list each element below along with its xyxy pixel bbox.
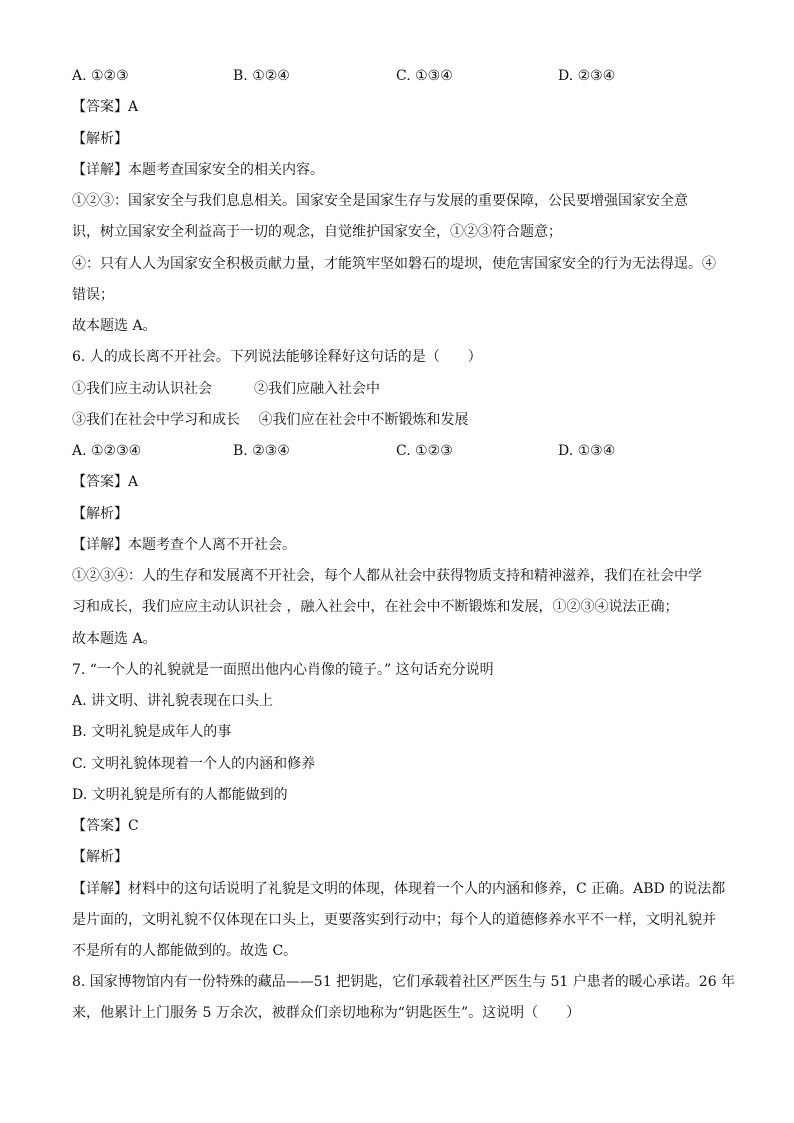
q6-explanation-line: 习和成长，我们应应主动认识社会 ，融入社会中，在社会中不断锻炼和发展，①②③④说法正确； xyxy=(72,599,679,615)
q5-option-d: D. ②③④ xyxy=(558,68,616,84)
q6-stem: 6. 人的成长离不开社会。下列说法能够诠释好这句话的是（ ） xyxy=(72,349,482,365)
q6-explanation-line: ①②③④：人的生存和发展离不开社会，每个人都从社会中获得物质支持和精神滋养，我们在社会中学 xyxy=(72,568,702,584)
q6-option-a: A. ①②③④ xyxy=(72,443,142,459)
q5-conclusion: 故本题选 A。 xyxy=(72,318,157,334)
q5-answer: 【答案】A xyxy=(72,99,139,115)
q6-conclusion: 故本题选 A。 xyxy=(72,631,157,647)
q5-explanation-line: ④：只有人人为国家安全积极贡献力量，才能筑牢坚如磐石的堤坝，使危害国家安全的行为无法得逞。④ xyxy=(72,256,716,272)
q6-statement-line: ③我们在社会中学习和成长 ④我们应在社会中不断锻炼和发展 xyxy=(72,412,469,428)
q7-option-d: D. 文明礼貌是所有的人都能做到的 xyxy=(72,787,288,803)
q6-detail-heading: 【详解】本题考查个人离不开社会。 xyxy=(72,537,296,553)
q7-explanation-line: 【详解】材料中的这句话说明了礼貌是文明的体现，体现着一个人的内涵和修养，C 正确。ABD 的说法都 xyxy=(72,881,726,897)
q7-option-b: B. 文明礼貌是成年人的事 xyxy=(72,724,232,740)
q5-option-b: B. ①②④ xyxy=(233,68,290,84)
q5-detail-heading: 【详解】本题考查国家安全的相关内容。 xyxy=(72,162,324,178)
q6-statement-line: ①我们应主动认识社会 ②我们应融入社会中 xyxy=(72,381,380,397)
q5-option-c: C. ①③④ xyxy=(396,68,453,84)
q7-answer: 【答案】C xyxy=(72,818,139,834)
q7-explanation-line: 是片面的，文明礼貌不仅体现在口头上，更要落实到行动中；每个人的道德修养水平不一样，文明礼貌并 xyxy=(72,912,716,928)
q7-stem: 7. “一个人的礼貌就是一面照出他内心肖像的镜子。” 这句话充分说明 xyxy=(72,662,494,678)
q6-answer: 【答案】A xyxy=(72,474,139,490)
q6-option-c: C. ①②③ xyxy=(396,443,453,459)
q6-option-d: D. ①③④ xyxy=(558,443,616,459)
q5-explanation-line: 识，树立国家安全利益高于一切的观念，自觉维护国家安全，①②③符合题意； xyxy=(72,224,562,240)
q7-option-a: A. 讲文明、讲礼貌表现在口头上 xyxy=(72,693,274,709)
q5-explanation-line: 错误； xyxy=(72,287,114,303)
q6-analysis-heading: 【解析】 xyxy=(72,506,128,522)
q8-stem-line: 8. 国家博物馆内有一份特殊的藏品——51 把钥匙，它们承载着社区严医生与 51 户患者的暖心承诺。26 年 xyxy=(72,974,736,990)
q7-analysis-heading: 【解析】 xyxy=(72,849,128,865)
q7-option-c: C. 文明礼貌体现着一个人的内涵和修养 xyxy=(72,756,316,772)
q8-stem-line: 来，他累计上门服务 5 万余次，被群众们亲切地称为“钥匙医生”。这说明（ ） xyxy=(72,1005,581,1021)
q5-option-a: A. ①②③ xyxy=(72,68,129,84)
q5-explanation-line: ①②③：国家安全与我们息息相关。国家安全是国家生存与发展的重要保障，公民要增强国家安全意 xyxy=(72,193,688,209)
q7-explanation-line: 不是所有的人都能做到的。故选 C。 xyxy=(72,943,298,959)
q5-analysis-heading: 【解析】 xyxy=(72,131,128,147)
q6-option-b: B. ②③④ xyxy=(233,443,290,459)
